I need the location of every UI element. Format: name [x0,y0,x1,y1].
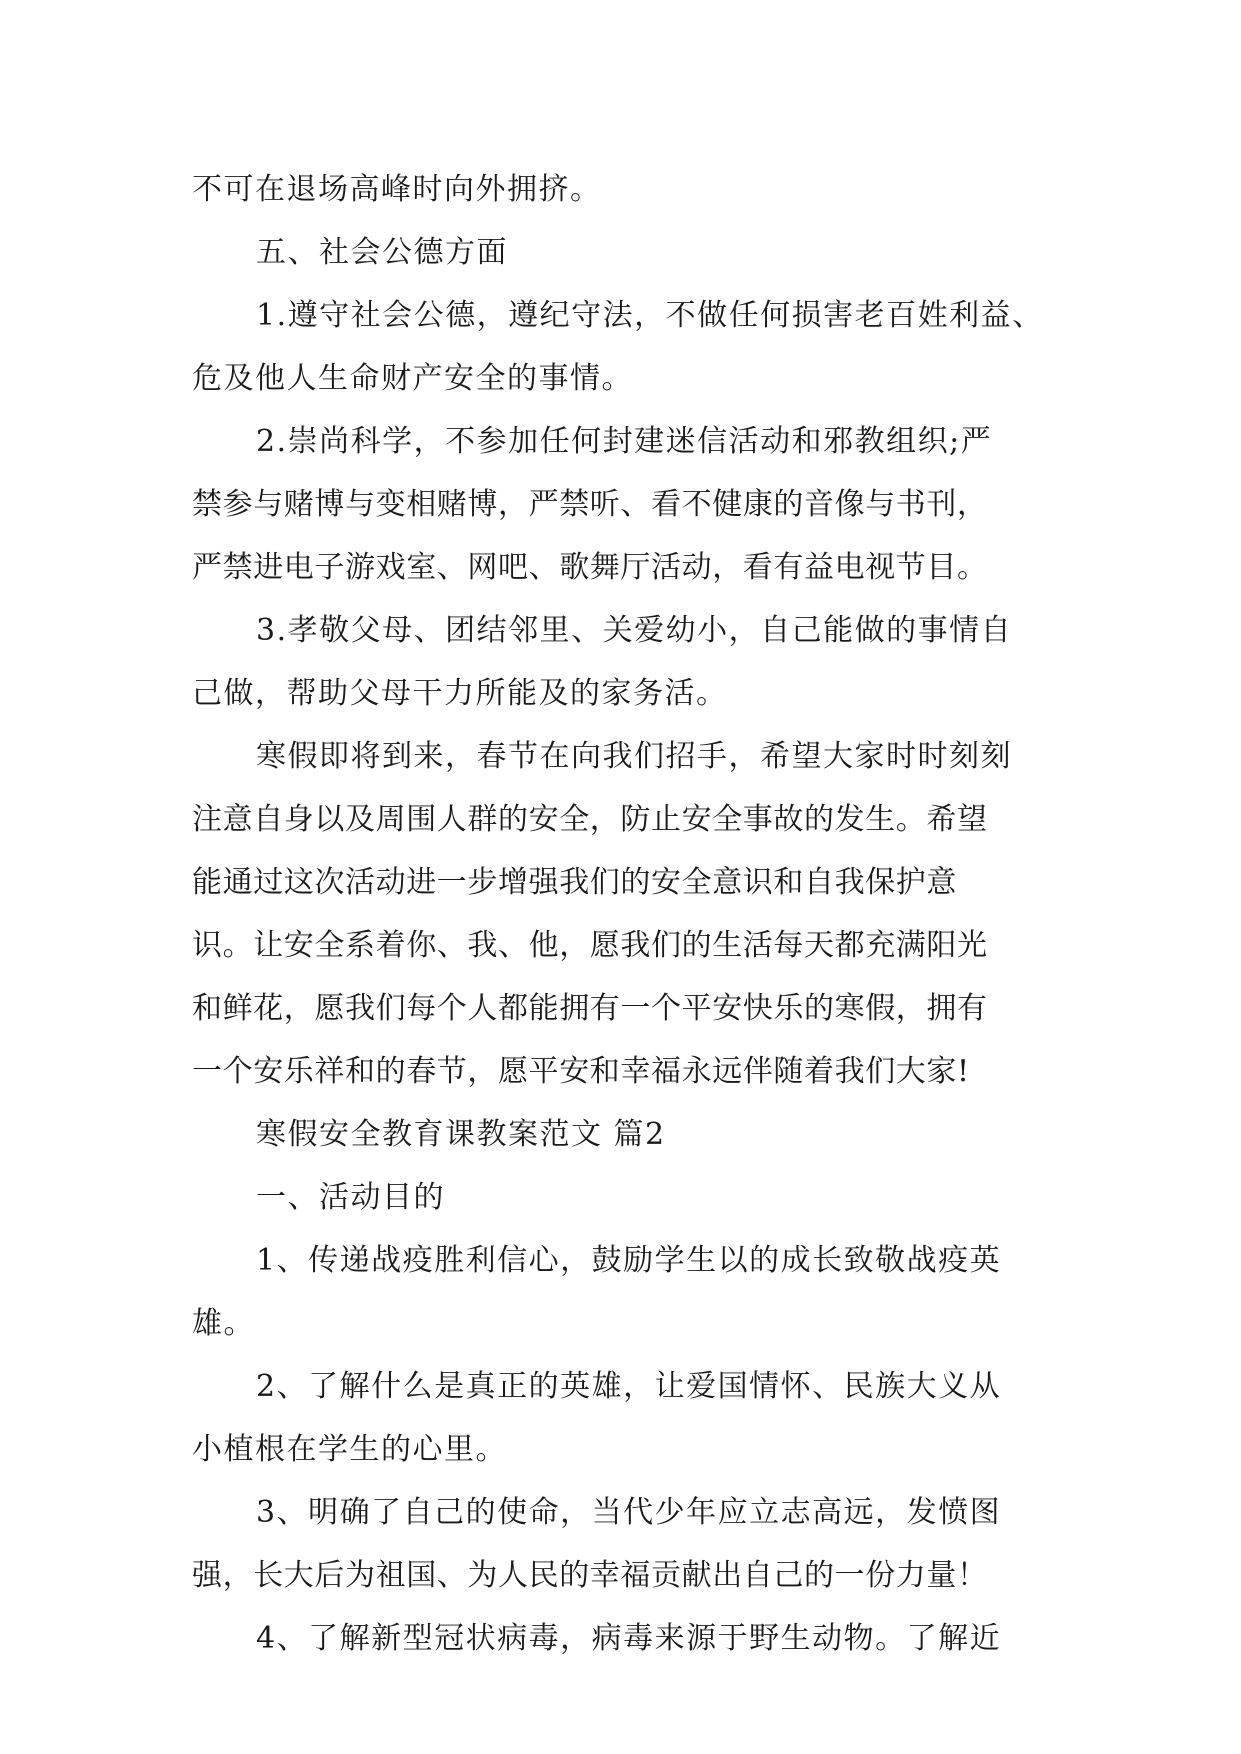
text-line: 严禁进电子游戏室、网吧、歌舞厅活动，看有益电视节目。 [192,550,988,585]
text-line: 3.孝敬父母、团结邻里、关爱幼小，自己能做的事情自 [256,613,1013,648]
text-line: 强，长大后为祖国、为人民的幸福贡献出自己的一份力量！ [192,1558,988,1593]
text-line: 识。让安全系着你、我、他，愿我们的生活每天都充满阳光 [192,928,988,963]
text-line: 小植根在学生的心里。 [192,1432,507,1467]
text-line: 不可在退场高峰时向外拥挤。 [192,172,602,207]
text-line: 雄。 [192,1306,255,1341]
section-heading: 一、活动目的 [256,1180,445,1215]
text-line: 己做，帮助父母干力所能及的家务活。 [192,676,728,711]
text-line: 注意自身以及周围人群的安全，防止安全事故的发生。希望 [192,802,988,837]
text-line: 能通过这次活动进一步增强我们的安全意识和自我保护意 [192,865,957,900]
text-line: 4、了解新型冠状病毒，病毒来源于野生动物。了解近 [256,1621,1002,1656]
text-line: 禁参与赌博与变相赌博，严禁听、看不健康的音像与书刊， [192,487,988,522]
section-heading: 五、社会公德方面 [256,235,508,270]
text-line: 寒假即将到来，春节在向我们招手，希望大家时时刻刻 [256,739,1012,774]
text-line: 1.遵守社会公德，遵纪守法，不做任何损害老百姓利益、 [256,298,1044,333]
text-line: 危及他人生命财产安全的事情。 [192,361,633,396]
text-line: 2、了解什么是真正的英雄，让爱国情怀、民族大义从 [256,1369,1002,1404]
article-title: 寒假安全教育课教案范文 篇2 [256,1117,666,1152]
text-line: 2.崇尚科学，不参加任何封建迷信活动和邪教组织;严 [256,424,993,459]
document-page [192,158,1060,1670]
text-line: 和鲜花，愿我们每个人都能拥有一个平安快乐的寒假，拥有 [192,991,988,1026]
text-line: 3、明确了自己的使命，当代少年应立志高远，发愤图 [256,1495,1002,1530]
text-line: 一个安乐祥和的春节，愿平安和幸福永远伴随着我们大家! [192,1054,970,1089]
text-line: 1、传递战疫胜利信心，鼓励学生以的成长致敬战疫英 [256,1243,1002,1278]
